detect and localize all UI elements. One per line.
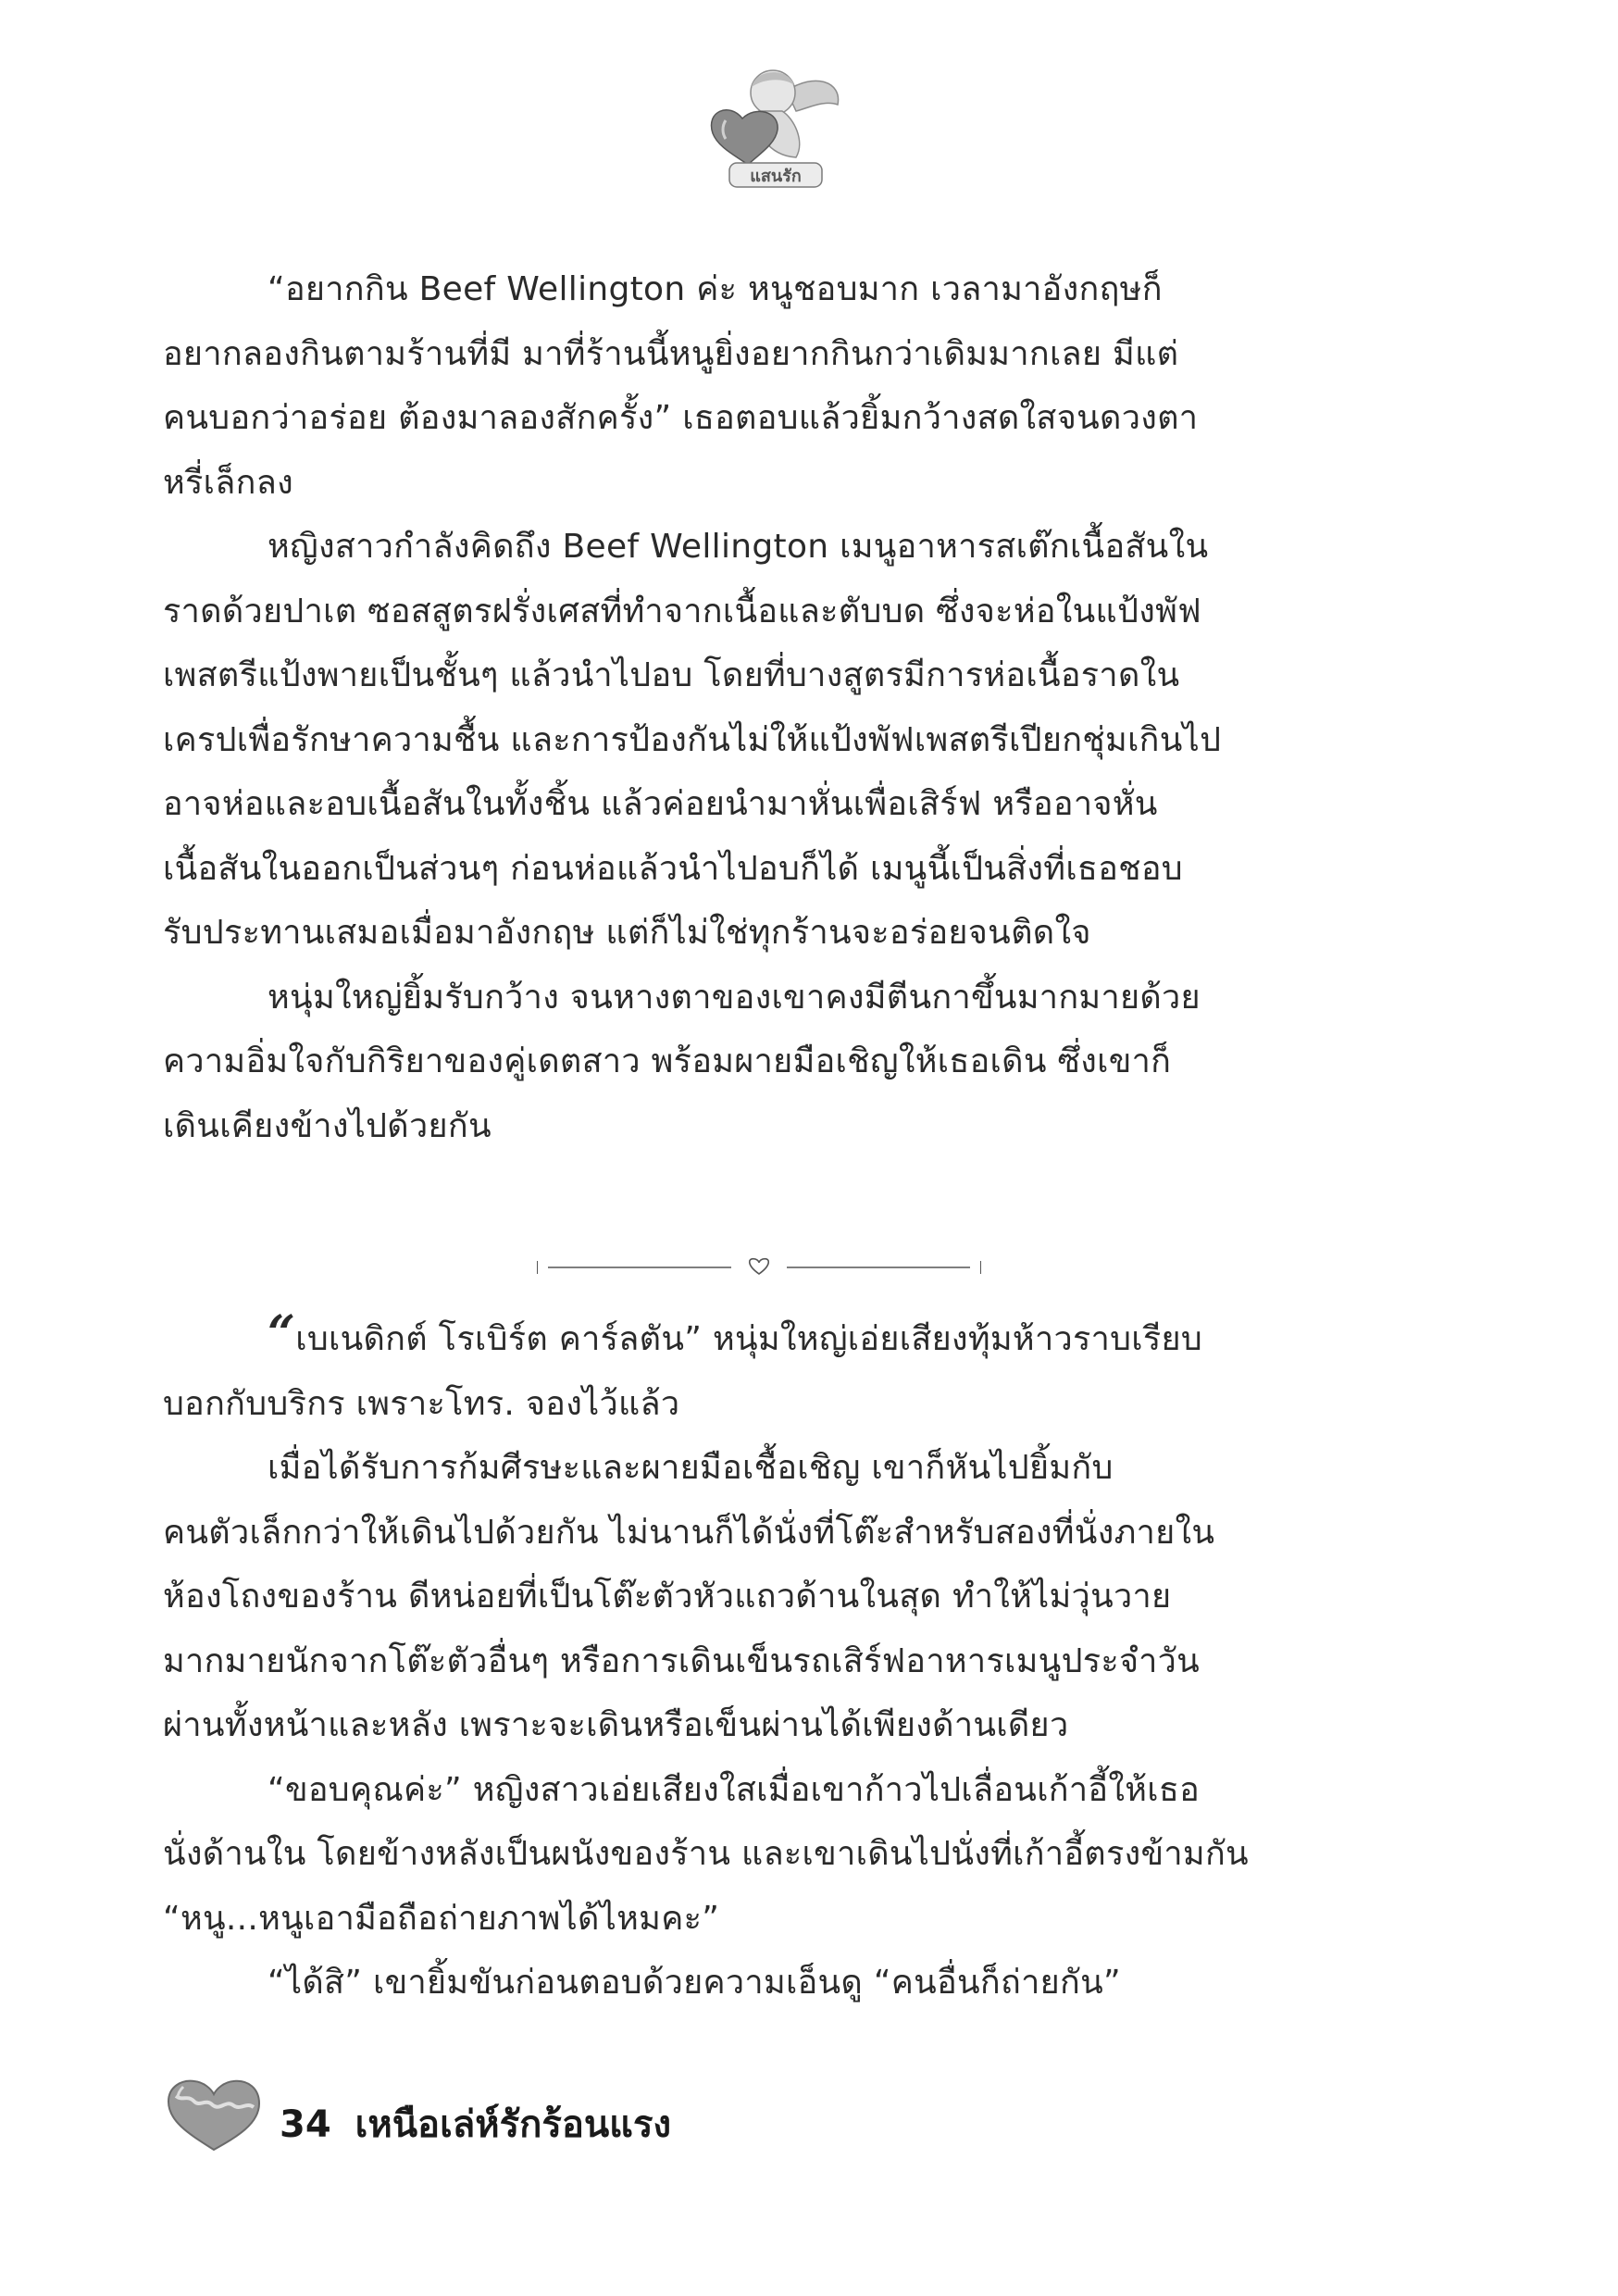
text-line-content: ความอิ่มใจกับกิริยาของคู่เดตสาว พร้อมผายมือเชิญให้เธอเดิน ซึ่งเขาก็ xyxy=(163,1042,1172,1080)
text-line-content: มากมายนักจากโต๊ะตัวอื่นๆ หรือการเดินเข็นรถเสิร์ฟอาหารเมนูประจำวัน xyxy=(163,1641,1201,1680)
text-line xyxy=(163,1629,1366,1694)
text-line xyxy=(163,515,1366,580)
text-line-content: หรี่เล็กลง xyxy=(163,463,293,502)
page-footer xyxy=(163,2074,996,2157)
melting-heart-icon xyxy=(163,2074,265,2157)
text-line-content: รับประทานเสมอเมื่อมาอังกฤษ แต่ก็ไม่ใช่ทุกร้านจะอร่อยจนติดใจ xyxy=(163,914,1091,952)
text-line xyxy=(163,1307,1366,1372)
text-line-content: ราดด้วยปาเต ซอสสูตรฝรั่งเศสที่ทำจากเนื้อและตับบด ซึ่งจะห่อในแป้งพัฟ xyxy=(163,592,1201,630)
text-line-content: เดินเคียงข้างไปด้วยกัน xyxy=(163,1106,492,1145)
text-line xyxy=(163,1501,1366,1566)
text-line-content: เนื้อสันในออกเป็นส่วนๆ ก่อนห่อแล้วนำไปอบก็ได้ เมนูนี้เป็นสิ่งที่เธอชอบ xyxy=(163,849,1183,888)
text-line xyxy=(163,901,1366,966)
paragraph xyxy=(163,1758,1366,1952)
text-line-content: หนุ่มใหญ่ยิ้มรับกว้าง จนหางตาของเขาคงมีตีนกาขึ้นมากมายด้วย xyxy=(268,978,1201,1017)
text-line xyxy=(163,643,1366,708)
paragraph xyxy=(163,1436,1366,1758)
paragraph xyxy=(163,515,1366,966)
text-line xyxy=(163,966,1366,1030)
paragraph xyxy=(163,1307,1366,1436)
text-line-content: อาจห่อและอบเนื้อสันในทั้งชิ้น แล้วค่อยนำมาหั่นเพื่อเสิร์ฟ หรืออาจหั่น xyxy=(163,785,1158,823)
text-line xyxy=(163,322,1366,387)
text-line-content: บอกกับบริกร เพราะโทร. จองไว้แล้ว xyxy=(163,1384,680,1423)
book-title: เหนือเล่ห์รักร้อนแรง xyxy=(355,2103,671,2146)
text-line xyxy=(163,386,1366,451)
text-line-content: ห้องโถงของร้าน ดีหน่อยที่เป็นโต๊ะตัวหัวแถวด้านในสุด ทำให้ไม่วุ่นวาย xyxy=(163,1578,1172,1616)
text-line xyxy=(163,1565,1366,1629)
text-line xyxy=(163,837,1366,902)
text-line xyxy=(163,1693,1366,1758)
text-line-content: นั่งด้านใน โดยข้างหลังเป็นผนังของร้าน และเขาเดินไปนั่งที่เก้าอี้ตรงข้ามกัน xyxy=(163,1835,1249,1873)
text-line xyxy=(163,1758,1366,1823)
text-line-content: เพสตรีแป้งพายเป็นชั้นๆ แล้วนำไปอบ โดยที่บางสูตรมีการห่อเนื้อราดใน xyxy=(163,656,1180,694)
text-line xyxy=(163,708,1366,773)
text-line xyxy=(163,1094,1366,1159)
text-block-bottom xyxy=(163,1307,1366,2015)
text-line xyxy=(163,1029,1366,1094)
text-line-content: เบเนดิกต์ โรเบิร์ต คาร์ลตัน” หนุ่มใหญ่เอ่ยเสียงทุ้มห้าวราบเรียบ xyxy=(295,1320,1203,1358)
drop-cap-quote: “ xyxy=(268,1305,296,1362)
text-line xyxy=(163,1436,1366,1501)
text-line xyxy=(163,772,1366,837)
page-number: 34 xyxy=(280,2103,331,2146)
text-line-content: “อยากกิน Beef Wellington ค่ะ หนูชอบมาก เวลามาอังกฤษก็ xyxy=(268,270,1163,308)
text-line-content: คนบอกว่าอร่อย ต้องมาลองสักครั้ง” เธอตอบแล้วยิ้มกว้างสดใสจนดวงตา xyxy=(163,399,1199,437)
text-line xyxy=(163,1887,1366,1952)
text-block-top xyxy=(163,257,1366,1158)
text-line-content: เมื่อได้รับการก้มศีรษะและผายมือเชื้อเชิญ เขาก็หันไปยิ้มกับ xyxy=(268,1449,1114,1487)
cupid-with-heart-icon xyxy=(685,54,852,193)
text-line xyxy=(163,580,1366,644)
logo-text: แสนรัก xyxy=(750,167,802,186)
footer-text xyxy=(280,2094,671,2153)
text-line-content: อยากลองกินตามร้านที่มี มาที่ร้านนี้หนูยิ่งอยากกินกว่าเดิมมากเลย มีแต่ xyxy=(163,334,1179,373)
text-line-content: “หนู...หนูเอามือถือถ่ายภาพได้ไหมคะ” xyxy=(163,1899,720,1938)
text-line-content: ผ่านทั้งหน้าและหลัง เพราะจะเดินหรือเข็นผ่านได้เพียงด้านเดียว xyxy=(163,1706,1069,1744)
text-line-content: คนตัวเล็กกว่าให้เดินไปด้วยกัน ไม่นานก็ได้นั่งที่โต๊ะสำหรับสองที่นั่งภายใน xyxy=(163,1513,1215,1552)
paragraph xyxy=(163,257,1366,515)
text-line xyxy=(163,1951,1366,2015)
heart-ornament-icon xyxy=(537,1252,981,1279)
paragraph xyxy=(163,966,1366,1159)
text-line-content: หญิงสาวกำลังคิดถึง Beef Wellington เมนูอาหารสเต๊กเนื้อสันใน xyxy=(268,528,1209,566)
text-line-content: เครปเพื่อรักษาความชื้น และการป้องกันไม่ให้แป้งพัฟเพสตรีเปียกชุ่มเกินไป xyxy=(163,720,1222,759)
text-line xyxy=(163,1372,1366,1437)
text-line xyxy=(163,451,1366,516)
text-line-content: “ขอบคุณค่ะ” หญิงสาวเอ่ยเสียงใสเมื่อเขาก้าวไปเลื่อนเก้าอี้ให้เธอ xyxy=(268,1770,1201,1809)
text-line-content: “ได้สิ” เขายิ้มขันก่อนตอบด้วยความเอ็นดู “คนอื่นก็ถ่ายกัน” xyxy=(268,1964,1121,2002)
text-line xyxy=(163,1822,1366,1887)
text-line xyxy=(163,257,1366,322)
paragraph xyxy=(163,1951,1366,2015)
